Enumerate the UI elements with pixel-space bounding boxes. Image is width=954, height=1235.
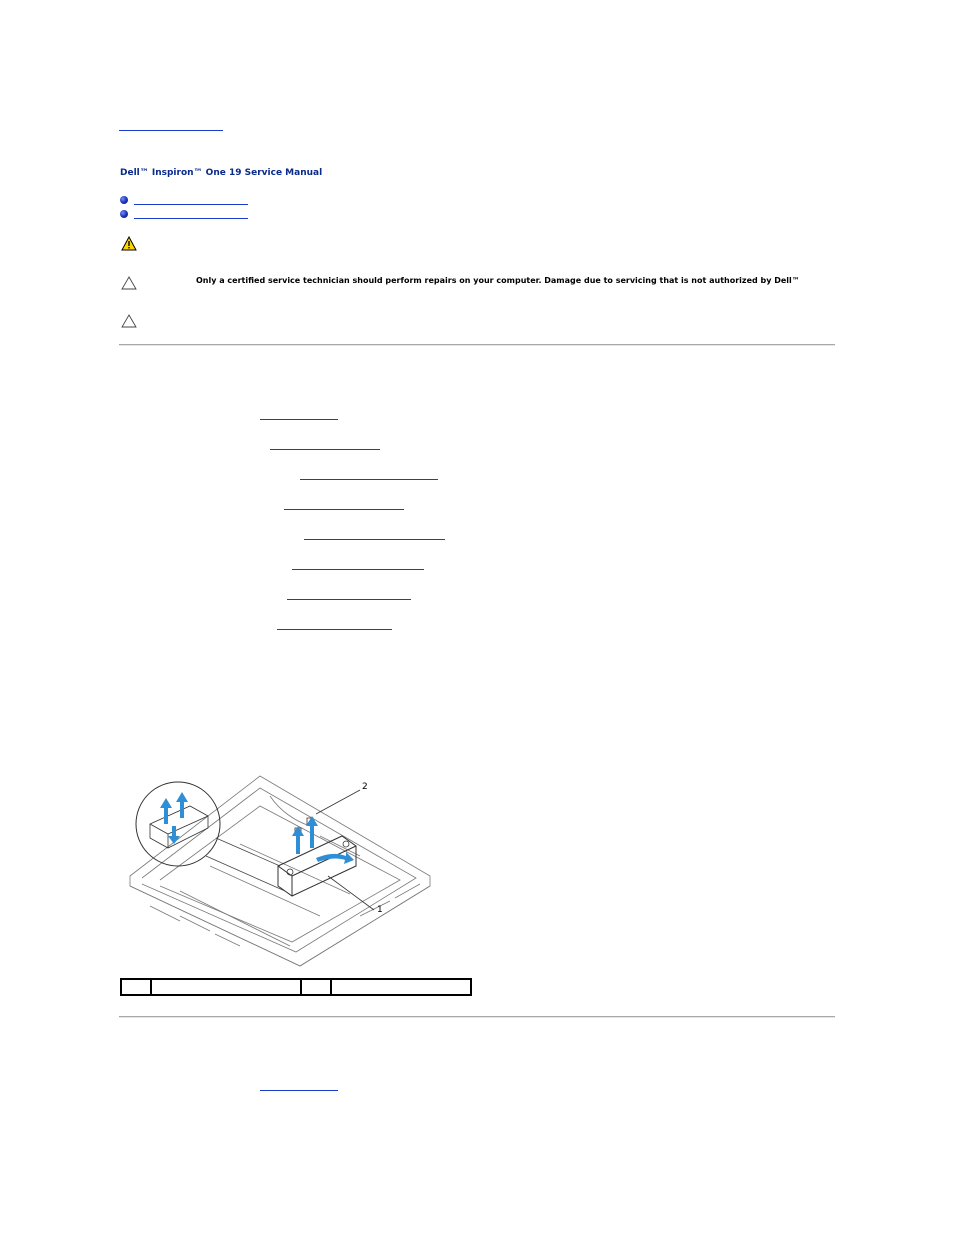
warning-icon [121,236,137,251]
callout-table [120,978,472,996]
step-link-7[interactable] [287,599,411,600]
callout-label-1: 1 [377,905,383,915]
bullet-icon [120,196,128,204]
caution-text: Only a certified service technician should perform repairs on your computer. Damage due to servicing that is not authorized by Dell™ [196,276,800,285]
section-link-replacing[interactable] [134,218,248,219]
table-cell [121,979,151,995]
step-link-3[interactable] [300,479,438,480]
section-divider [119,344,835,346]
step-link-4[interactable] [284,509,404,510]
removal-illustration [120,766,446,972]
caution-icon [121,314,137,328]
section-divider [119,1016,835,1018]
page-title: Dell™ Inspiron™ One 19 Service Manual [120,168,323,178]
table-cell [331,979,471,995]
callout-label-2: 2 [362,782,368,792]
step-link-6[interactable] [292,569,424,570]
step-link-8[interactable] [277,629,392,630]
step-link-2[interactable] [270,449,380,450]
step-link-5[interactable] [304,539,445,540]
table-row [121,979,471,995]
table-cell [151,979,301,995]
table-cell [301,979,331,995]
back-to-contents-link[interactable] [119,130,223,131]
step-link-replace-1[interactable] [260,1090,338,1091]
section-link-removing[interactable] [134,204,248,205]
caution-icon [121,276,137,290]
bullet-icon [120,210,128,218]
step-link-1[interactable] [260,419,338,420]
